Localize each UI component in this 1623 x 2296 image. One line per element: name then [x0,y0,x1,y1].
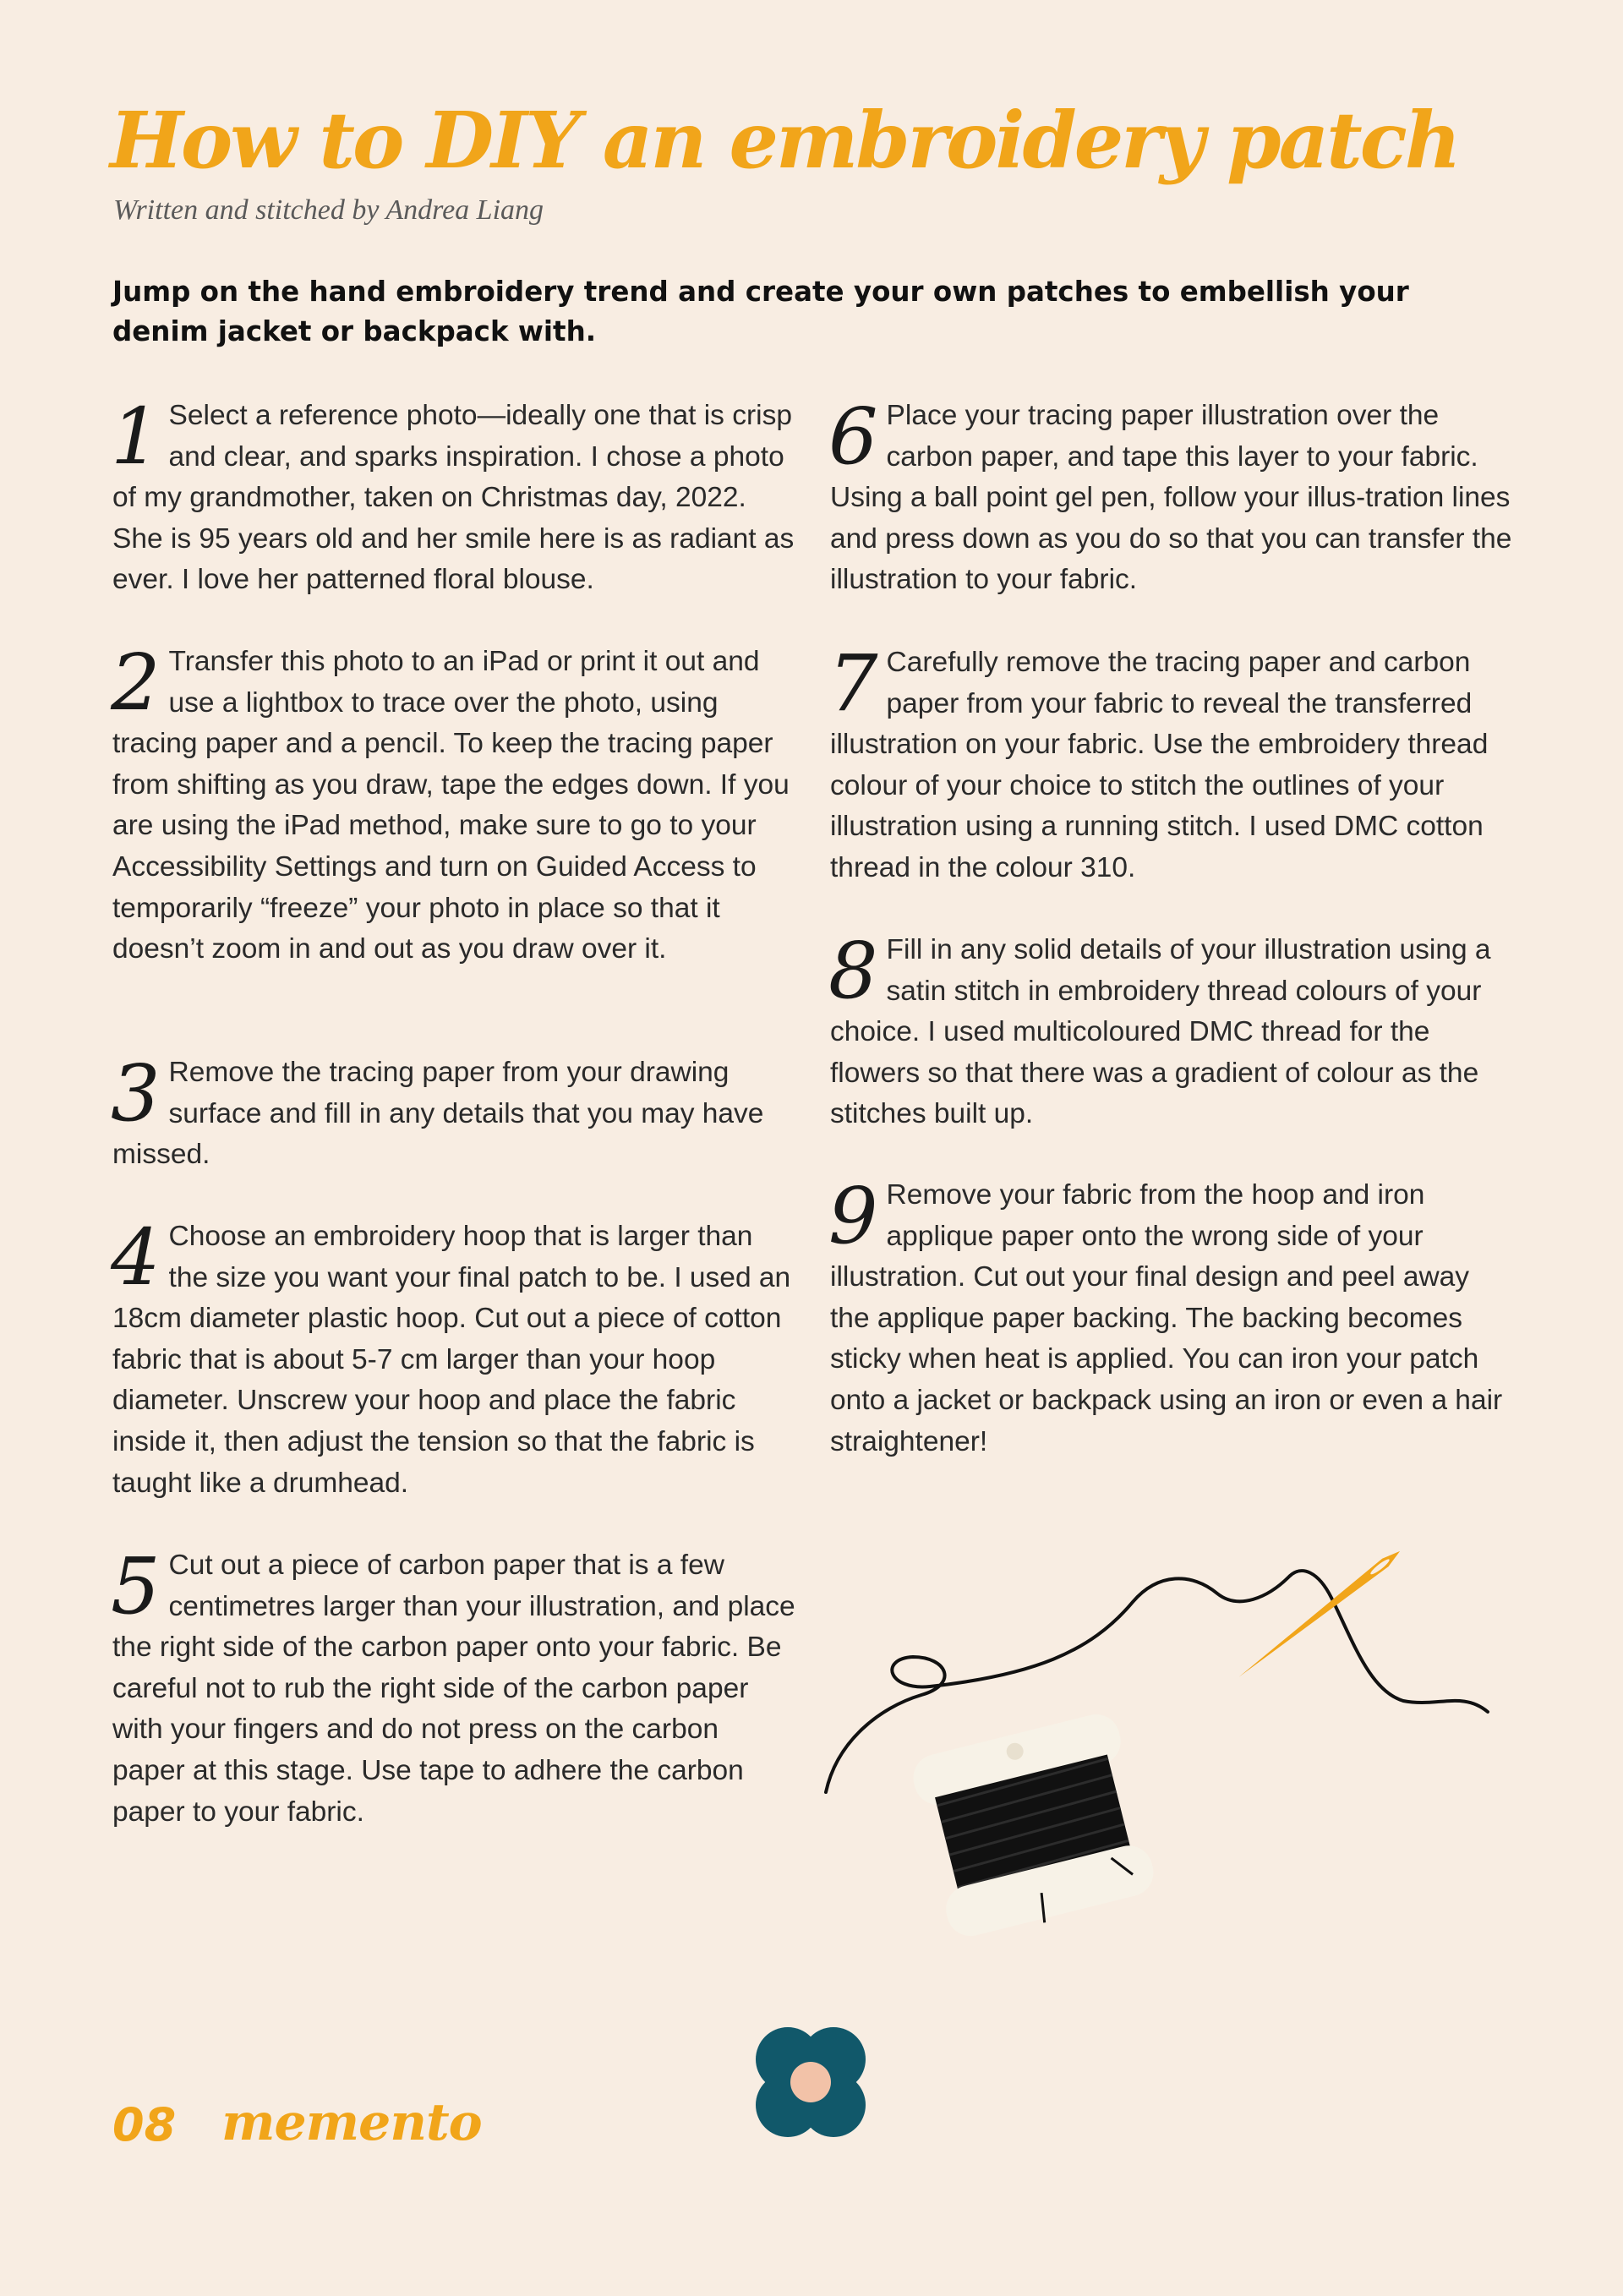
step-text: Remove your fabric from the hoop and iron applique paper onto the wrong side of your illustration. Cut out your final design and peel away the applique paper backing. The backing becomes sticky when heat is applied. You can iron your patch onto a jacket or backpack using an iron or even a hair straightener! [830,1179,1503,1457]
step-number: 8 [828,926,878,1016]
step-text: Fill in any solid details of your illustration using a satin stitch in embroidery thread colours of your choice. I used multicoloured DMC thread for the flowers so that there was a gradient of colour as the stitches built up. [830,934,1491,1130]
step-4 [111,1212,797,1545]
step-text: Choose an embroidery hoop that is larger than the size you want your final patch to be. I used an 18cm diameter plastic hoop. Cut out a piece of cotton fabric that is about 5-7 cm larger than your hoop diameter. Unscrew your hoop and place the fabric inside it, then adjust the tension so that the fabric is taught like a drumhead. [112,1221,791,1499]
step-5 [111,1541,797,1833]
byline: Written and stitched by Andrea Liang [113,194,544,226]
step-9 [828,1171,1515,1462]
step-text: Cut out a piece of carbon paper that is a few centimetres larger than your illustration, and place the right side of the carbon paper onto your fabric. Be careful not to rub the right side of the carbon paper with your fingers and do not press on the carbon paper at this stage. Use tape to adhere the carbon paper to your fabric. [112,1550,795,1828]
step-number: 3 [111,1048,161,1139]
intro-paragraph: Jump on the hand embroidery trend and create your own patches to embellish your denim jacket or backpack with. [112,276,1409,347]
step-7 [828,638,1515,930]
spool [909,1709,1160,1944]
step-8 [828,926,1515,1175]
step-number: 7 [828,638,878,729]
step-number: 5 [111,1541,161,1632]
step-number: 2 [111,637,161,728]
step-6 [828,391,1515,642]
step-1 [111,391,797,642]
right-column [828,391,1515,1462]
page-number: 08 [112,2098,177,2151]
step-3 [111,1048,797,1216]
needle [1236,1547,1403,1681]
left-column [111,391,797,1833]
step-2 [111,637,797,1052]
step-text: Select a reference photo—ideally one that is crisp and clear, and sparks inspiration. I chose a photo of my grandmother, taken on Christmas day, 2022. She is 95 years old and her smile here is as radiant as ever. I love her patterned floral blouse. [112,400,795,596]
step-text: Place your tracing paper illustration over the carbon paper, and tape this layer to your fabric. Using a ball point gel pen, follow your illus-tration lines and press down as you do so that you can transfer the illustration to your fabric. [830,400,1512,596]
flower-icon [747,2019,874,2146]
needle-thread-spool-icon [812,1539,1530,1944]
step-number: 1 [111,391,161,482]
step-text: Transfer this photo to an iPad or print it out and use a lightbox to trace over the photo, using tracing paper and a pencil. To keep the tracing paper from shifting as you draw, tape the edges down. If you are using the iPad method, make sure to go to your Accessibility Settings and turn on Guided Access to temporarily “freeze” your photo in place so that it doesn’t zoom in and out as you draw over it. [112,646,790,965]
step-number: 6 [828,391,878,482]
step-number: 4 [111,1212,161,1303]
step-number: 9 [828,1171,878,1261]
brand-logo: memento [221,2093,482,2152]
step-text: Carefully remove the tracing paper and carbon paper from your fabric to reveal the transferred illustration on your fabric. Use the embroidery thread colour of your choice to stitch the outlines of your illustration using a running stitch. I used DMC cotton thread in the colour 310. [830,647,1489,883]
page-title: How to DIY an embroidery patch [110,95,1459,186]
step-text: Remove the tracing paper from your drawing surface and fill in any details that you may have missed. [112,1057,764,1171]
